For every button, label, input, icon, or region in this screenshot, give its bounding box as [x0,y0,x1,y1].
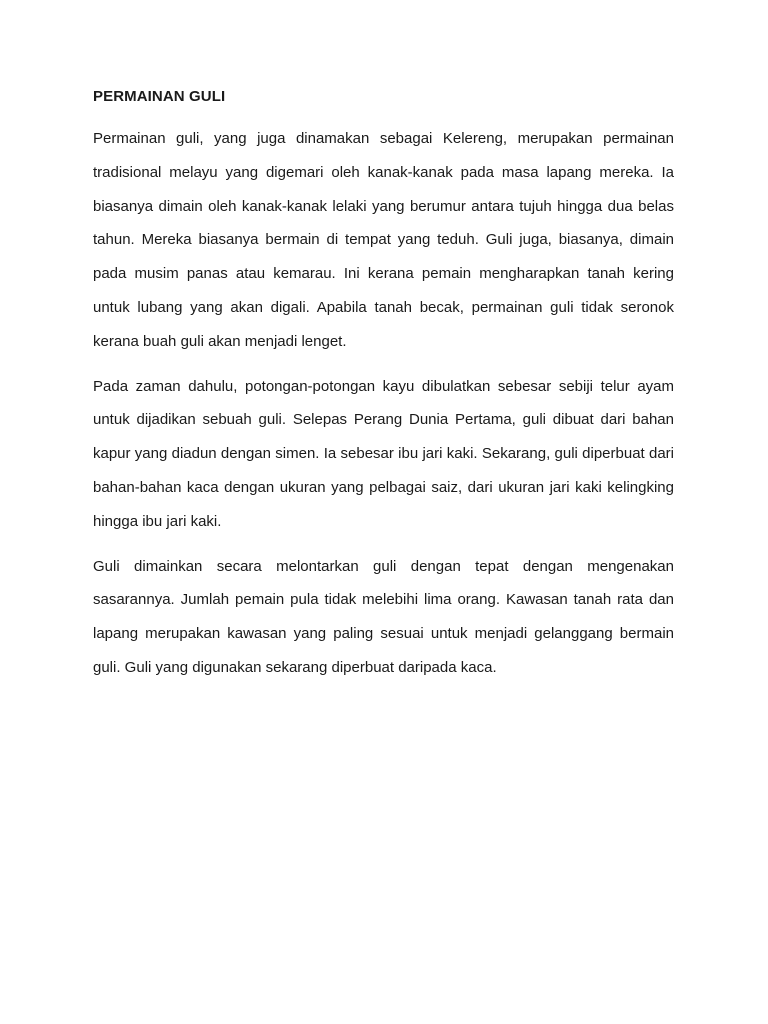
document-title: PERMAINAN GULI [93,88,226,105]
document-body [93,86,674,696]
paragraph-1: Permainan guli, yang juga dinamakan sebagai Kelereng, merupakan permainan tradisional melayu yang digemari oleh kanak-kanak pada masa lapang mereka. Ia biasanya dimain oleh kanak-kanak lelaki yang berumur antara tujuh hingga dua belas tahun. Mereka biasanya bermain di tempat yang teduh. Guli juga, biasanya, dimain pada musim panas atau kemarau. Ini kerana pemain mengharapkan tanah kering untuk lubang yang akan digali. Apabila tanah becak, permainan guli tidak seronok kerana buah guli akan menjadi lenget. [93,130,674,350]
paragraph-2: Pada zaman dahulu, potongan-potongan kayu dibulatkan sebesar sebiji telur ayam untuk dijadikan sebuah guli. Selepas Perang Dunia Pertama, guli dibuat dari bahan kapur yang diadun dengan simen. Ia sebesar ibu jari kaki. Sekarang, guli diperbuat dari bahan-bahan kaca dengan ukuran yang pelbagai saiz, dari ukuran jari kaki kelingking hingga ibu jari kaki. [93,377,674,530]
paragraph-3: Guli dimainkan secara melontarkan guli dengan tepat dengan mengenakan sasarannya. Jumlah pemain pula tidak melebihi lima orang. Kawasan tanah rata dan lapang merupakan kawasan yang paling sesuai untuk menjadi gelanggang bermain guli. Guli yang digunakan sekarang diperbuat daripada kaca. [93,557,674,676]
